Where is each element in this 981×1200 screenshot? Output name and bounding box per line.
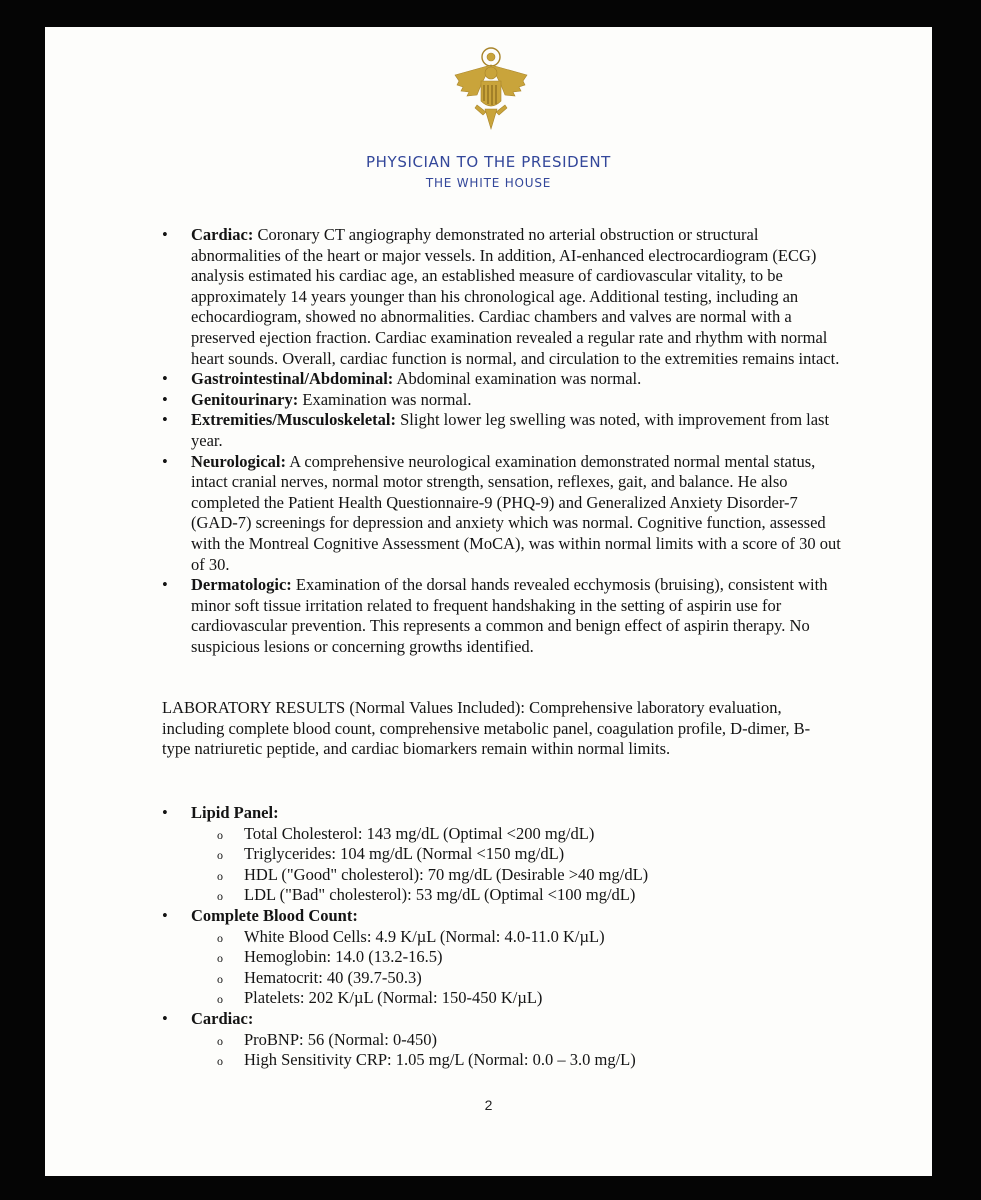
exam-item-dermatologic <box>162 575 842 657</box>
exam-label: Neurological: <box>191 451 287 471</box>
exam-item-genitourinary <box>162 390 842 411</box>
document-page <box>45 27 932 1176</box>
exam-text: Examination of the dorsal hands revealed ecchymosis (bruising), consistent with minor soft tissue irritation related to frequent handshaking in the setting of aspirin use for cardiovascular prevention. This represents a common and benign effect of aspirin therapy. No suspicious lesions or concerning growths identified. <box>191 575 828 656</box>
lab-sublist <box>191 927 842 1009</box>
lab-value: o Hematocrit: 40 (39.7-50.3) <box>191 968 842 989</box>
lab-sublist <box>191 824 842 906</box>
lab-value: o White Blood Cells: 4.9 K/µL (Normal: 4.0-11.0 K/µL) <box>191 927 842 948</box>
lab-value: o High Sensitivity CRP: 1.05 mg/L (Normal: 0.0 – 3.0 mg/L) <box>191 1050 842 1071</box>
lab-sublist <box>191 1030 842 1071</box>
exam-label: Gastrointestinal/Abdominal: <box>191 369 394 389</box>
lab-group-lipid <box>162 803 842 906</box>
exam-item-extremities <box>162 410 842 451</box>
exam-label: Genitourinary: <box>191 389 299 409</box>
exam-label: Cardiac: <box>191 225 254 244</box>
lab-value: o ProBNP: 56 (Normal: 0-450) <box>191 1030 842 1051</box>
exam-label: Dermatologic: <box>191 575 292 595</box>
exam-text: Coronary CT angiography demonstrated no arterial obstruction or structural abnormalities of the heart or major vessels. In addition, AI-enhanced electrocardiogram (ECG) analysis estimated his cardiac age, an established measure of cardiovascular vitality, to be approximately 14 years younger than his chronological age. Additional testing, including an echocardiogram, showed no abnormalities. Cardiac chambers and valves are normal with a preserved ejection fraction. Cardiac examination revealed a regular rate and rhythm with normal heart sounds. Overall, cardiac function is normal, and circulation to the extremities remains intact. <box>191 225 840 368</box>
exam-item-gastrointestinal <box>162 369 842 390</box>
lab-group-label: Cardiac: <box>191 1008 254 1028</box>
presidential-seal-icon <box>453 45 529 131</box>
exam-text: Slight lower leg swelling was noted, with improvement from last year. <box>191 410 830 450</box>
lab-group-label: Lipid Panel: <box>191 803 279 822</box>
lab-results-list <box>162 803 842 1071</box>
lab-results-intro: LABORATORY RESULTS (Normal Values Included): Comprehensive laboratory evaluation, including complete blood count, comprehensive metabolic panel, coagulation profile, D-dimer, B- type natriuretic peptide, and cardiac biomarkers remain within normal limits. <box>162 698 811 759</box>
lab-group-cbc <box>162 906 842 1009</box>
lab-value: o LDL ("Bad" cholesterol): 53 mg/dL (Optimal <100 mg/dL) <box>191 885 842 906</box>
lab-value: o Total Cholesterol: 143 mg/dL (Optimal <200 mg/dL) <box>191 824 842 845</box>
exam-item-neurological <box>162 452 842 576</box>
lab-value: o Platelets: 202 K/µL (Normal: 150-450 K/µL) <box>191 988 842 1009</box>
lab-value: o Triglycerides: 104 mg/dL (Normal <150 mg/dL) <box>191 844 842 865</box>
exam-text: A comprehensive neurological examination demonstrated normal mental status, intact cranial nerves, normal motor strength, sensation, reflexes, gait, and balance. He also completed the Patient Health Questionnaire-9 (PHQ-9) and Generalized Anxiety Disorder-7 (GAD-7) screenings for depression and anxiety which was normal. Cognitive function, assessed with the Montreal Cognitive Assessment (MoCA), was within normal limits with a score of 30 out of 30. <box>191 451 841 574</box>
lab-group-label: Complete Blood Count: <box>191 905 358 925</box>
exam-text: Examination was normal. <box>298 389 472 409</box>
lab-value: o Hemoglobin: 14.0 (13.2-16.5) <box>191 947 842 968</box>
office-subtitle: THE WHITE HOUSE <box>425 176 552 190</box>
exam-label: Extremities/Musculoskeletal: <box>191 410 396 430</box>
page-number: 2 <box>484 1097 493 1113</box>
lab-value: o HDL ("Good" cholesterol): 70 mg/dL (Desirable >40 mg/dL) <box>191 865 842 886</box>
office-title: PHYSICIAN TO THE PRESIDENT <box>366 153 611 171</box>
exam-item-cardiac <box>162 225 842 369</box>
exam-findings-list <box>162 225 842 657</box>
lab-group-cardiac <box>162 1009 842 1071</box>
exam-text: Abdominal examination was normal. <box>393 369 642 389</box>
